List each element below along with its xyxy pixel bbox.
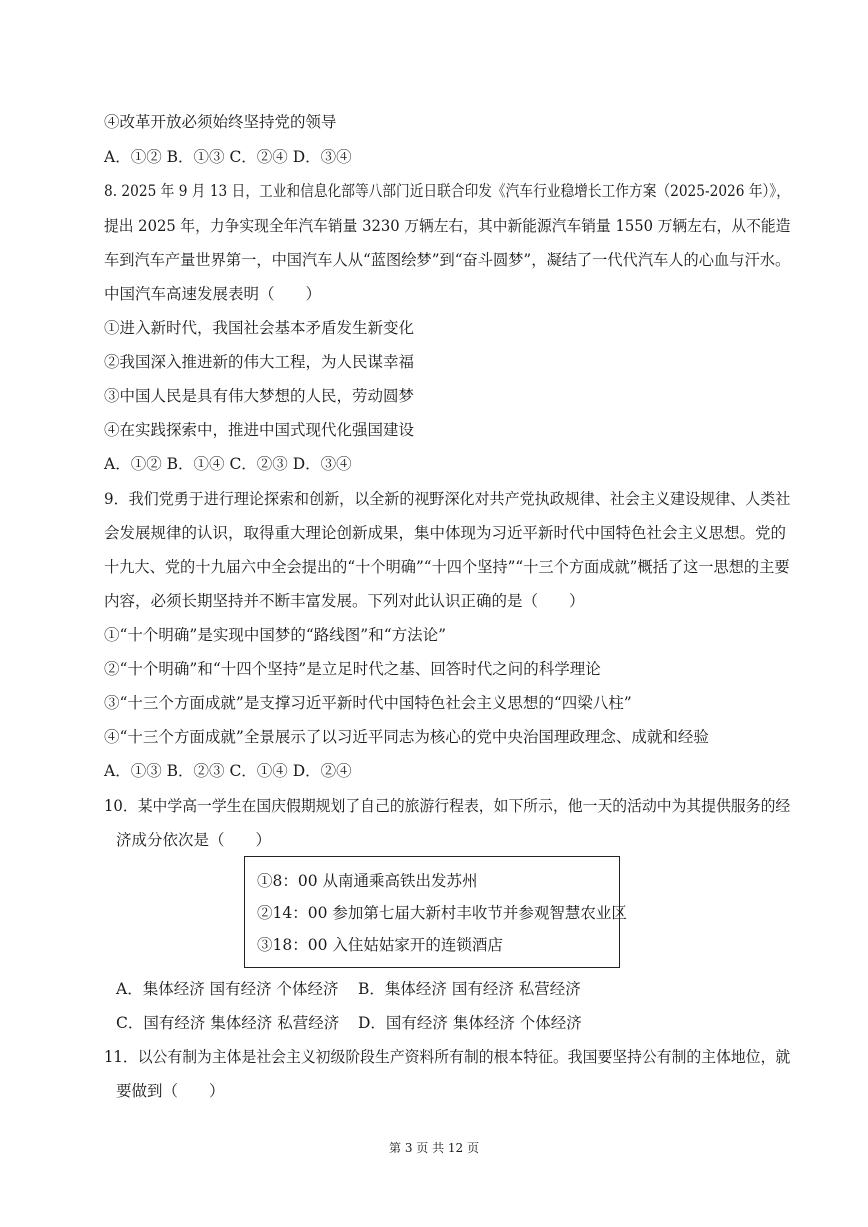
itinerary-item-2: ②14：00 参加第七届大新村丰收节并参观智慧农业区 bbox=[257, 904, 627, 922]
q10-option-c: C．国有经济 集体经济 私营经济 bbox=[116, 1014, 340, 1032]
q10-stem-line-1: 10．某中学高一学生在国庆假期规划了自己的旅游行程表，如下所示，他一天的活动中为其提供服务的经 bbox=[104, 797, 791, 815]
q9-item-1: ①“十个明确”是实现中国梦的“路线图”和“方法论” bbox=[104, 626, 447, 644]
q9-stem-line-1: 9．我们党勇于进行理论探索和创新，以全新的视野深化对共产党执政规律、社会主义建设规律、人类社 bbox=[104, 490, 791, 508]
q9-stem-line-3: 十九大、党的十九届六中全会提出的“十个明确”“十四个坚持”“十三个方面成就”概括了这一思想的主要 bbox=[104, 558, 790, 576]
q8-item-3: ③中国人民是具有伟大梦想的人民，劳动圆梦 bbox=[104, 387, 415, 405]
q8-item-1: ①进入新时代，我国社会基本矛盾发生新变化 bbox=[104, 319, 415, 337]
q7-item-4: ④改革开放必须始终坚持党的领导 bbox=[104, 113, 337, 131]
q7-options: A．①② B．①③ C．②④ D．③④ bbox=[104, 148, 352, 166]
q8-item-4: ④在实践探索中，推进中国式现代化强国建设 bbox=[104, 421, 415, 439]
q11-stem-line-1: 11．以公有制为主体是社会主义初级阶段生产资料所有制的根本特征。我国要坚持公有制的主体地位，就 bbox=[104, 1048, 791, 1066]
page-footer: 第 3 页 共 12 页 bbox=[389, 1141, 479, 1155]
itinerary-item-3: ③18：00 入住姑姑家开的连锁酒店 bbox=[257, 936, 503, 954]
q8-stem-line-1: 8. 2025 年 9 月 13 日，工业和信息化部等八部门近日联合印发《汽车行业稳增长工作方案（2025-2026 年）》， bbox=[104, 182, 790, 200]
q8-options: A．①② B．①④ C．②③ D．③④ bbox=[104, 455, 352, 473]
itinerary-box bbox=[244, 856, 627, 968]
q11-stem-line-2: 要做到（ ） bbox=[116, 1082, 225, 1100]
q8-item-2: ②我国深入推进新的伟大工程，为人民谋幸福 bbox=[104, 353, 415, 371]
q9-item-4: ④“十三个方面成就”全景展示了以习近平同志为核心的党中央治国理政理念、成就和经验 bbox=[104, 728, 709, 746]
q8-stem-line-4: 中国汽车高速发展表明（ ） bbox=[104, 285, 322, 303]
q10-option-d: D．国有经济 集体经济 个体经济 bbox=[358, 1014, 582, 1032]
q8-stem-line-3: 车到汽车产量世界第一，中国汽车人从“蓝图绘梦”到“奋斗圆梦”，凝结了一代代汽车人的心血与汗水。 bbox=[104, 251, 791, 269]
q9-stem-line-4: 内容，必须长期坚持并不断丰富发展。下列对此认识正确的是（ ） bbox=[104, 592, 585, 610]
q9-options: A．①③ B．②③ C．①④ D．②④ bbox=[104, 762, 352, 780]
q10-option-b: B．集体经济 国有经济 私营经济 bbox=[358, 980, 581, 998]
q10-stem-line-2: 济成分依次是（ ） bbox=[116, 831, 272, 849]
q10-option-a: A．集体经济 国有经济 个体经济 bbox=[116, 980, 339, 998]
q9-item-2: ②“十个明确”和“十四个坚持”是立足时代之基、回答时代之问的科学理论 bbox=[104, 660, 601, 678]
itinerary-item-1: ①8：00 从南通乘高铁出发苏州 bbox=[257, 872, 478, 890]
q8-stem-line-2: 提出 2025 年，力争实现全年汽车销量 3230 万辆左右，其中新能源汽车销量 1550 万辆左右，从不能造 bbox=[104, 217, 791, 235]
q9-item-3: ③“十三个方面成就”是支撑习近平新时代中国特色社会主义思想的“四梁八柱” bbox=[104, 694, 632, 712]
q9-stem-line-2: 会发展规律的认识，取得重大理论创新成果，集中体现为习近平新时代中国特色社会主义思想。党的 bbox=[104, 524, 787, 542]
